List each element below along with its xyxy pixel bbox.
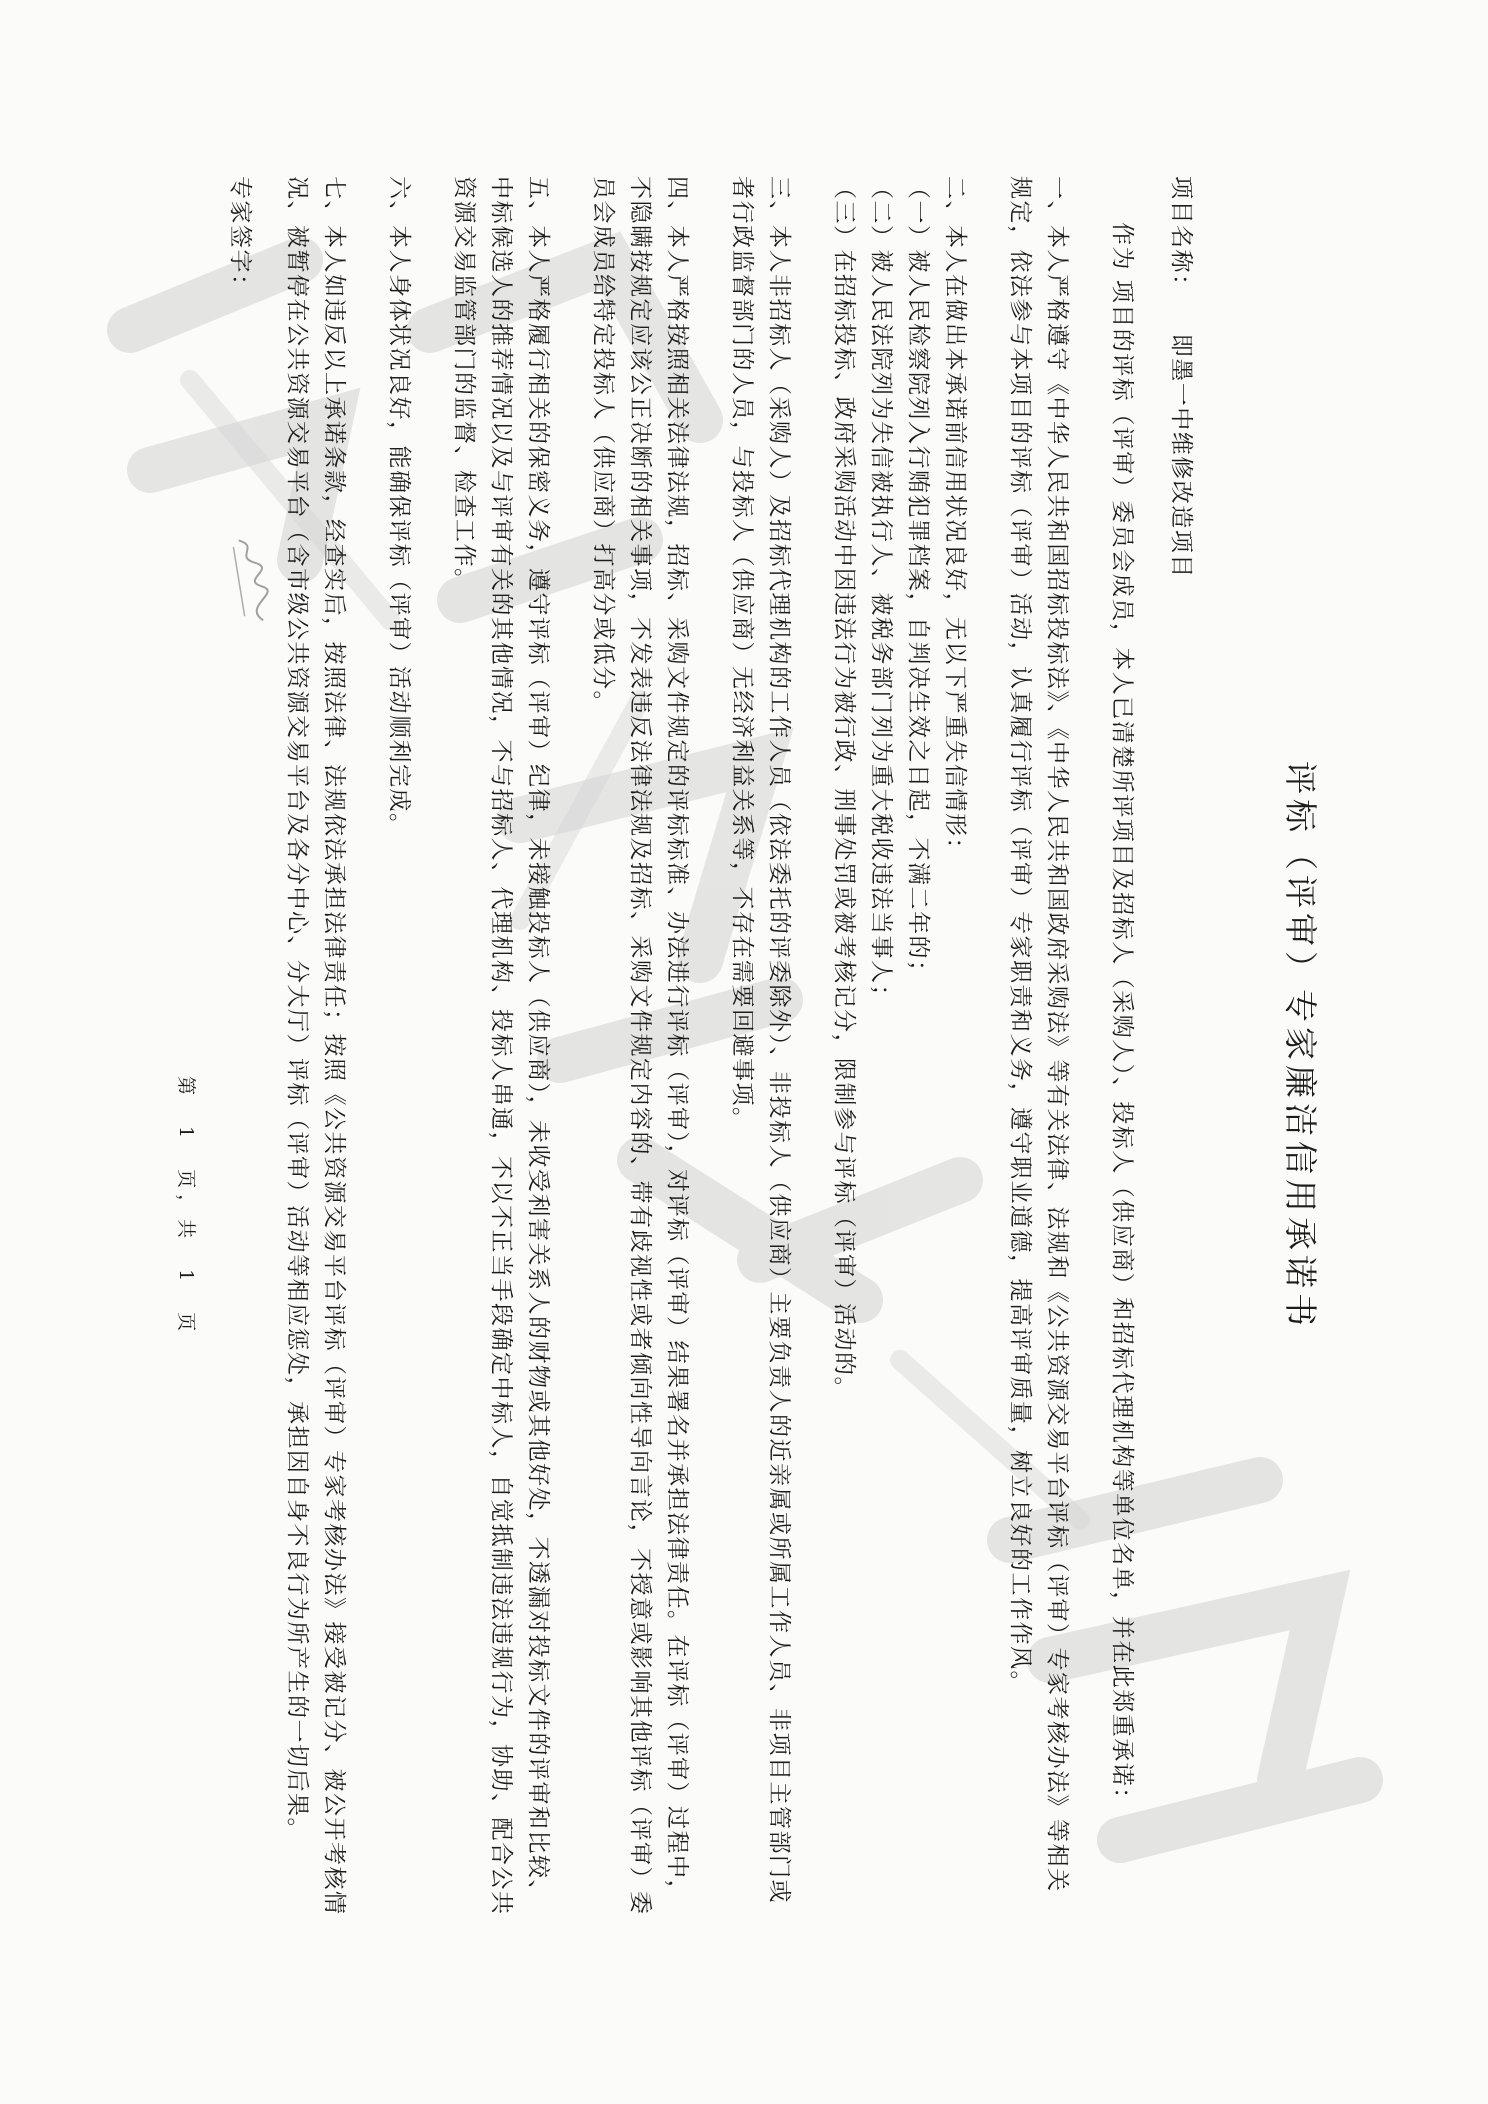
commitment-text: 一、本人严格遵守《中华人民共和国招标投标法》、《中华人民共和国政府采购法》等有关法律、法规和《公共资源交易平台评标（评审）专家考核办法》等相关规定，依法参与本项目的评标（评审）活动，认真履行评标（评审）专家职责和义务，遵守职业道德，提高评审质量，树立良好的工作作风。 <box>1007 176 1070 1893</box>
commitment-text: 五、本人严格履行相关的保密义务，遵守评标（评审）纪律，未接触投标人（供应商），未收受利害关系人的财物或其他好处，不透漏对投标文件的评审和比较、中标候选人的推荐情况以及与评审有关的其他情况，不与招标人、代理机构、投标人串通，不以不正当手段确定中标人，自觉抵制违法违规行为，协助、配合公共资源交易监管部门的监督、检查工作。 <box>451 176 551 1916</box>
project-label: 项目名称： <box>1168 176 1194 299</box>
commitment-item-5 <box>445 176 556 1916</box>
commitment-item-2 <box>825 176 973 1916</box>
commitment-subitem: （一）被人民检察院列入行贿犯罪档案，自判决生效之日起，不满二年的； <box>905 176 931 985</box>
commitment-text: 四、本人严格按照相关法律法规，招标、采购文件规定的评标标准、办法进行评标（评审），对评标（评审）结果署名并承担法律责任。在评标（评审）过程中，不隐瞒按规定应该公正决断的相关事项，不发表违反法律法规及招标、采购文件规定内容的、带有歧视性或者倾向性导向言论，不授意或影响其他评标（评审）委员会成员给特定投标人（供应商）打高分或低分。 <box>590 176 690 1916</box>
commitment-item-4 <box>584 176 695 1916</box>
intro-paragraph: 作为 项目的评标（评审）委员会成员，本人已清楚所评项目及招标人（采购人）、投标人（供应商）和招标代理机构等单位名单，并在此郑重承诺： <box>1109 222 1135 1812</box>
commitment-subitem: （二）被人民法院列为失信被执行人、被税务部门列为重大税收违法当事人； <box>868 176 894 1009</box>
commitment-item-1 <box>1001 176 1075 1916</box>
page-number: 第 1 页，共 1 页 <box>175 1076 197 1338</box>
commitment-item-6 <box>380 176 417 1916</box>
commitment-item-3 <box>723 176 797 1916</box>
commitment-subitem: （三）在招标投标、政府采购活动中因违法行为被行政、刑事处罚或被考核记分，限制参与评标（评审）活动的。 <box>831 176 857 1401</box>
project-name: 即墨一中维修改造项目 <box>1168 333 1194 579</box>
commitment-item-7 <box>278 176 352 1916</box>
commitment-text: 六、本人身体状况良好，能确保评标（评审）活动顺利完成。 <box>386 176 412 838</box>
document-title: 评标（评审）专家廉洁信用承诺书 <box>1281 761 1320 1331</box>
commitment-text: 三、本人非招标人（采购人）及招标代理机构的工作人员（依法委托的评委除外）、非投标人（供应商）主要负责人的近亲属或所属工作人员、非项目主管部门或者行政监督部门的人员，与投标人（供应商）无经济利益关系等，不存在需要回避事项。 <box>729 176 792 1904</box>
commitment-text: 七、本人如违反以上承诺条款，经查实后，按照法律、法规依法承担法律责任；按照《公共资源交易平台评标（评审）专家考核办法》接受被记分、被公开考核情况、被暂停在公共资源交易平台（含市级公共资源交易平台及各分中心、分大厅）评标（评审）活动等相应惩处，承担因自身不良行为所产生的一切后果。 <box>284 176 347 1916</box>
rotated-document-sheet <box>169 176 1319 1916</box>
commitment-text: 二、本人在做出本承诺前信用状况良好，无以下严重失信情形： <box>942 176 968 862</box>
handwritten-signature <box>214 534 275 629</box>
signature-scribble-icon <box>226 534 275 628</box>
signature-label: 专家签字： <box>227 176 253 299</box>
project-line <box>1162 176 1199 1916</box>
